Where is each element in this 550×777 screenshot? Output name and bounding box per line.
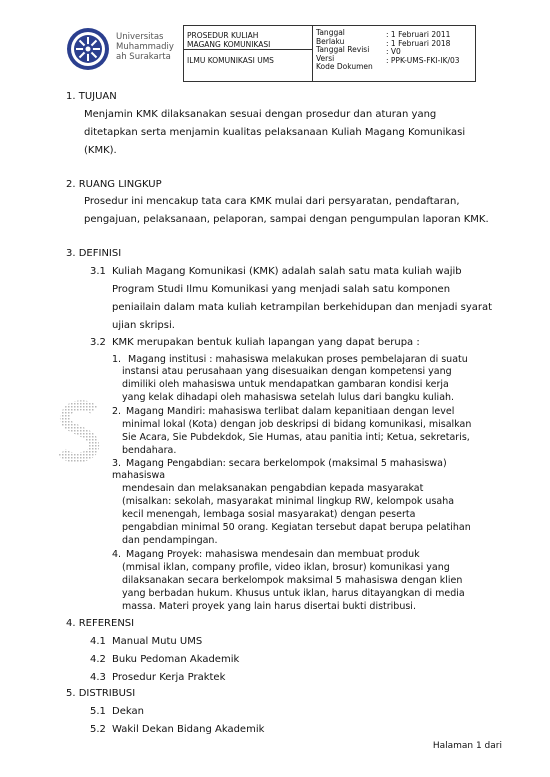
list-item-line: Magang Proyek: mahasiswa mendesain dan membuat produk [126,549,420,560]
department-name: ILMU KOMUNIKASI UMS [184,50,313,82]
distribution-item: Wakil Dekan Bidang Akademik [112,724,265,735]
reference-item: Buku Pedoman Akademik [112,654,240,665]
distribution-number: 5.2 [90,724,106,735]
header-labels: Tanggal Berlaku Tanggal Revisi Versi Kode Dokumen [313,26,384,82]
list-item-line: mahasiswa [112,470,166,481]
document-title: PROSEDUR KULIAH MAGANG KOMUNIKASI [184,26,313,50]
university-name: Universitas Muhammadiy ah Surakarta [116,32,174,62]
list-item-number: 4. [112,549,122,560]
section-title-tujuan: 1. TUJUAN [66,91,117,102]
definition-number: 3.2 [90,337,106,348]
list-item-line: dilaksanakan secara berkelompok maksimal 5 mahasiswa dengan klien [122,575,463,586]
section-text-line: Prosedur ini mencakup tata cara KMK mulai dari persyaratan, pendaftaran, [84,196,460,207]
section-text-line: (KMK). [84,145,117,156]
document-header-table [183,25,476,82]
reference-item: Manual Mutu UMS [112,636,203,647]
list-item-line: dimiliki oleh mahasiswa untuk mendapatkan gambaran kondisi kerja [122,379,449,390]
list-item-number: 1. [112,354,122,365]
reference-number: 4.2 [90,654,106,665]
section-text-line: Menjamin KMK dilaksanakan sesuai dengan prosedur dan aturan yang [84,109,437,120]
definition-text-line: Program Studi Ilmu Komunikasi yang menjadi salah satu komponen [112,284,451,295]
list-item-line: minimal lokal (Kota) dengan job deskripsi di bidang komunikasi, misalkan [122,419,472,430]
section-title-ruang-lingkup: 2. RUANG LINGKUP [66,179,162,190]
section-title-definisi: 3. DEFINISI [66,248,122,259]
list-item-line: yang berbadan hukum. Khusus untuk iklan, harus ditayangkan di media [122,588,465,599]
section-title-distribusi: 5. DISTRIBUSI [66,688,136,699]
list-item-line: mendesain dan melaksanakan pengabdian kepada masyarakat [122,483,424,494]
stamp-watermark-icon [56,400,106,464]
section-text-line: pengajuan, pelaksanaan, pelaporan, sampai dengan pengumpulan laporan KMK. [84,214,489,225]
list-item-line: Magang institusi : mahasiswa melakukan proses pembelajaran di suatu [128,354,468,365]
list-item-line: (misalkan: sekolah, masyarakat minimal lingkup RW, kelompok usaha [122,496,455,507]
list-item-line: Magang Mandiri: mahasiswa terlibat dalam kepanitiaan dengan level [126,406,455,417]
list-item-number: 2. [112,406,122,417]
list-item-line: bendahara. [122,445,177,456]
list-item-line: yang kelak dihadapi oleh mahasiswa setelah lulus dari bangku kuliah. [122,392,455,403]
section-title-referensi: 4. REFERENSI [66,618,135,629]
distribution-number: 5.1 [90,706,106,717]
page-number: Halaman 1 dari [432,741,502,751]
list-item-line: pengabdian minimal 50 orang. Kegiatan tersebut dapat berupa pelatihan [122,522,471,533]
list-item-number: 3. [112,458,122,469]
reference-item: Prosedur Kerja Praktek [112,672,226,683]
university-logo-icon [66,27,110,71]
list-item-line: Magang Pengabdian: secara berkelompok (maksimal 5 mahasiswa) [126,458,447,469]
distribution-item: Dekan [112,706,144,717]
list-item-line: instansi atau perusahaan yang disesuaikan dengan kompetensi yang [122,366,452,377]
definition-text-line: peniailain dalam mata kuliah ketrampilan berkehidupan dan menjadi syarat [112,302,493,313]
list-item-line: (mmisal iklan, company profile, video iklan, brosur) komunikasi yang [122,562,450,573]
list-item-line: dan pendampingan. [122,535,218,546]
header-values: : 1 Februari 2011 : 1 Februari 2018 : V0 : PPK-UMS-FKI-IK/03 [383,26,476,82]
reference-number: 4.1 [90,636,106,647]
reference-number: 4.3 [90,672,106,683]
definition-text-line: Kuliah Magang Komunikasi (KMK) adalah salah satu mata kuliah wajib [112,266,462,277]
definition-text-line: KMK merupakan bentuk kuliah lapangan yang dapat berupa : [112,337,420,348]
list-item-line: Sie Acara, Sie Pubdekdok, Sie Humas, atau panitia inti; Ketua, sekretaris, [122,432,470,443]
list-item-line: massa. Materi proyek yang lain harus disertai bukti distribusi. [122,601,416,612]
list-item-line: kecil menengah, lembaga sosial masyarakat) dengan peserta [122,509,416,520]
section-text-line: ditetapkan serta menjamin kualitas pelaksanaan Kuliah Magang Komunikasi [84,127,466,138]
definition-text-line: ujian skripsi. [112,320,175,331]
definition-number: 3.1 [90,266,106,277]
